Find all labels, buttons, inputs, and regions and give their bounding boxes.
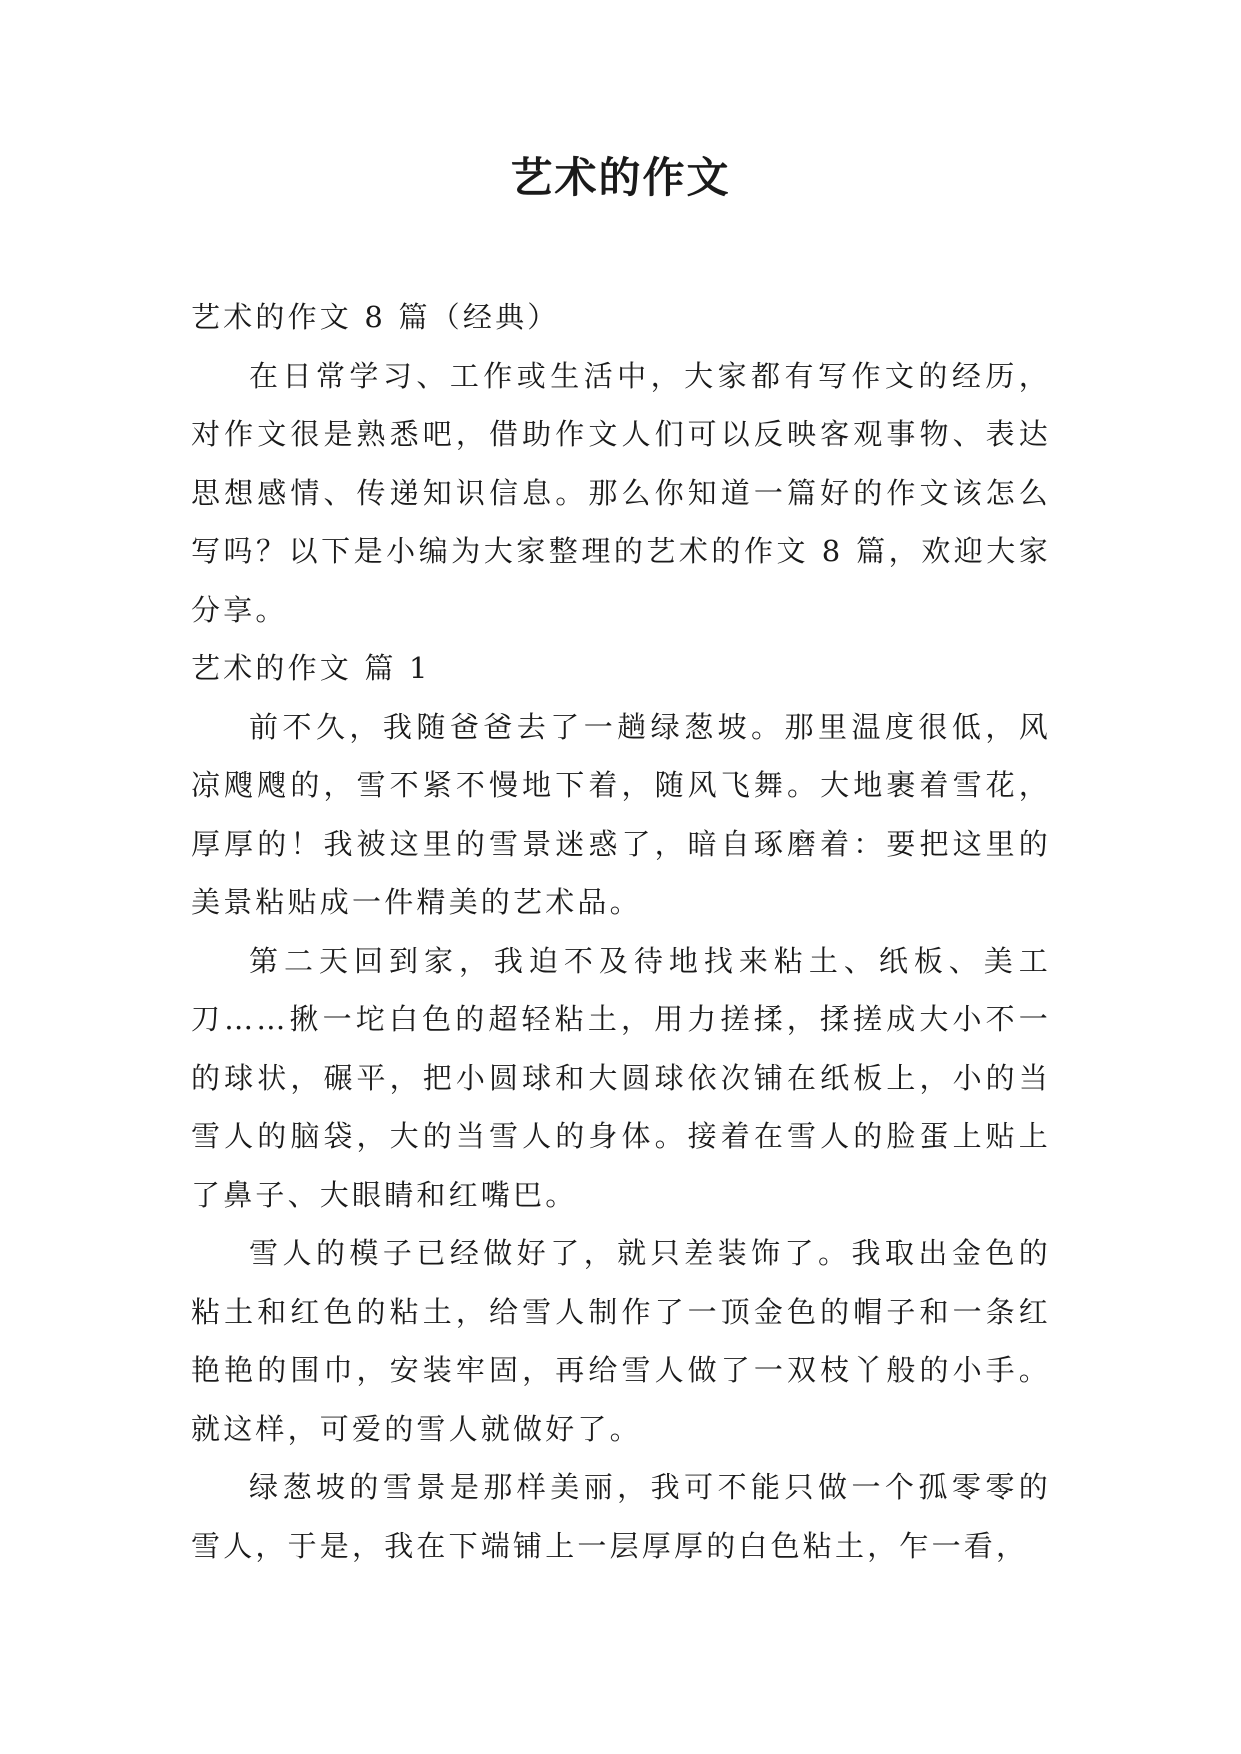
body-paragraph: 前不久，我随爸爸去了一趟绿葱坡。那里温度很低，风凉飕飕的，雪不紧不慢地下着，随风飞舞。大地裹着雪花，厚厚的！我被这里的雪景迷惑了，暗自琢磨着：要把这里的美景粘贴成一件精美的艺术品。 [191, 709, 1051, 919]
body-paragraph: 绿葱坡的雪景是那样美丽，我可不能只做一个孤零零的雪人，于是，我在下端铺上一层厚厚的白色粘土，乍一看， [191, 1470, 1051, 1563]
intro-paragraph: 在日常学习、工作或生活中，大家都有写作文的经历，对作文很是熟悉吧，借助作文人们可以反映客观事物、表达思想感情、传递知识信息。那么你知道一篇好的作文该怎么写吗？以下是小编为大家整理的艺术的作文 8 篇，欢迎大家分享。 [191, 358, 1051, 627]
body-paragraph: 第二天回到家，我迫不及待地找来粘土、纸板、美工刀……揪一坨白色的超轻粘土，用力搓揉，揉搓成大小不一的球状，碾平，把小圆球和大圆球依次铺在纸板上，小的当雪人的脑袋，大的当雪人的身体。接着在雪人的脸蛋上贴上了鼻子、大眼睛和红嘴巴。 [191, 943, 1051, 1212]
document-subtitle: 艺术的作文 8 篇（经典） [191, 300, 560, 334]
body-paragraph: 雪人的模子已经做好了，就只差装饰了。我取出金色的粘土和红色的粘土，给雪人制作了一顶金色的帽子和一条红艳艳的围巾，安装牢固，再给雪人做了一双枝丫般的小手。就这样，可爱的雪人就做好了。 [191, 1236, 1051, 1446]
page-title: 艺术的作文 [510, 153, 731, 202]
document-body [191, 288, 1051, 1575]
section-heading: 艺术的作文 篇 1 [191, 651, 431, 685]
